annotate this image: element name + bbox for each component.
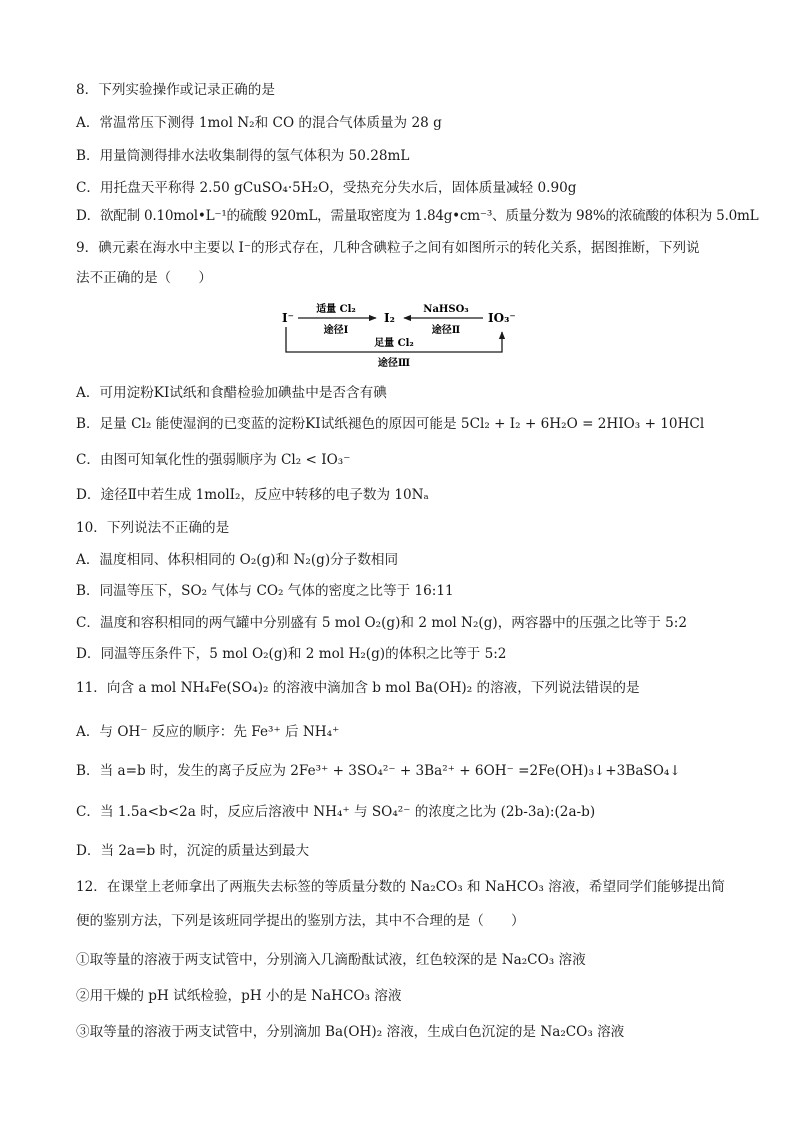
arrow3-bottom-label: 途径Ⅲ <box>377 358 411 369</box>
diagram-middle-species: I₂ <box>384 311 395 325</box>
q9-option-a: A．可用淀粉KI试纸和食醋检验加碘盐中是否含有碘 <box>76 385 387 401</box>
q10-stem: 10．下列说法不正确的是 <box>76 520 230 536</box>
q11-option-c: C．当 1.5a<b<2a 时，反应后溶液中 NH₄⁺ 与 SO₄²⁻ 的浓度之比为 (2b-3a):(2a-b) <box>76 804 596 820</box>
q12-option-3: ③取等量的溶液于两支试管中，分别滴加 Ba(OH)₂ 溶液，生成白色沉淀的是 Na₂CO₃ 溶液 <box>76 1024 625 1040</box>
q8-stem: 8．下列实验操作或记录正确的是 <box>76 82 275 98</box>
arrow3-top-label: 足量 Cl₂ <box>374 338 414 349</box>
q8-option-d: D．欲配制 0.10mol•L⁻¹的硫酸 920mL，需量取密度为 1.84g•cm⁻³、质量分数为 98%的浓硫酸的体积为 5.0mL <box>76 208 759 224</box>
q9-stem-line2: 法不正确的是（ ） <box>76 270 212 286</box>
q9-option-b: B．足量 Cl₂ 能使湿润的已变蓝的淀粉KI试纸褪色的原因可能是 5Cl₂ + I₂ + 6H₂O = 2HIO₃ + 10HCl <box>76 416 705 432</box>
q12-stem-line2: 便的鉴别方法，下列是该班同学提出的鉴别方法，其中不合理的是（ ） <box>76 913 525 929</box>
q11-option-d: D．当 2a=b 时，沉淀的质量达到最大 <box>76 843 310 859</box>
q10-option-c: C．温度和容积相同的两气罐中分别盛有 5 mol O₂(g)和 2 mol N₂(g)，两容器中的压强之比等于 5:2 <box>76 615 688 631</box>
q12-option-1: ①取等量的溶液于两支试管中，分别滴入几滴酚酞试液，红色较深的是 Na₂CO₃ 溶液 <box>76 952 586 968</box>
q10-option-a: A．温度相同、体积相同的 O₂(g)和 N₂(g)分子数相同 <box>76 552 399 568</box>
arrow1-bottom-label: 途径Ⅰ <box>323 325 349 336</box>
diagram-left-species: I⁻ <box>282 311 294 325</box>
iodine-conversion-diagram <box>278 300 518 372</box>
q8-option-a: A．常温常压下测得 1mol N₂和 CO 的混合气体质量为 28 g <box>76 115 442 131</box>
q9-option-d: D．途径Ⅱ中若生成 1molI₂，反应中转移的电子数为 10Nₐ <box>76 487 429 503</box>
q12-option-2: ②用干燥的 pH 试纸检验，pH 小的是 NaHCO₃ 溶液 <box>76 988 402 1004</box>
q8-option-c: C．用托盘天平称得 2.50 gCuSO₄·5H₂O，受热充分失水后，固体质量减轻 0.90g <box>76 180 577 196</box>
q10-option-d: D．同温等压条件下，5 mol O₂(g)和 2 mol H₂(g)的体积之比等于 5:2 <box>76 646 507 662</box>
q11-option-b: B．当 a=b 时，发生的离子反应为 2Fe³⁺ + 3SO₄²⁻ + 3Ba²⁺ + 6OH⁻ =2Fe(OH)₃↓+3BaSO₄↓ <box>76 763 681 779</box>
diagram-right-species: IO₃⁻ <box>488 311 516 325</box>
q10-option-b: B．同温等压下，SO₂ 气体与 CO₂ 气体的密度之比等于 16:11 <box>76 583 454 599</box>
q12-stem-line1: 12．在课堂上老师拿出了两瓶失去标签的等质量分数的 Na₂CO₃ 和 NaHCO₃ 溶液，希望同学们能够提出简 <box>76 879 725 895</box>
q9-option-c: C．由图可知氧化性的强弱顺序为 Cl₂ < IO₃⁻ <box>76 452 351 468</box>
q8-option-b: B．用量筒测得排水法收集制得的氢气体积为 50.28mL <box>76 148 410 164</box>
q11-stem: 11．向含 a mol NH₄Fe(SO₄)₂ 的溶液中滴加含 b mol Ba(OH)₂ 的溶液，下列说法错误的是 <box>76 680 640 696</box>
q9-stem-line1: 9．碘元素在海水中主要以 I⁻的形式存在，几种含碘粒子之间有如图所示的转化关系，据图推断，下列说 <box>76 240 700 256</box>
arrow1-top-label: 适量 Cl₂ <box>316 304 356 315</box>
q11-option-a: A．与 OH⁻ 反应的顺序：先 Fe³⁺ 后 NH₄⁺ <box>76 724 340 740</box>
arrow2-bottom-label: 途径Ⅱ <box>431 325 461 336</box>
arrow2-top-label: NaHSO₃ <box>423 304 469 315</box>
